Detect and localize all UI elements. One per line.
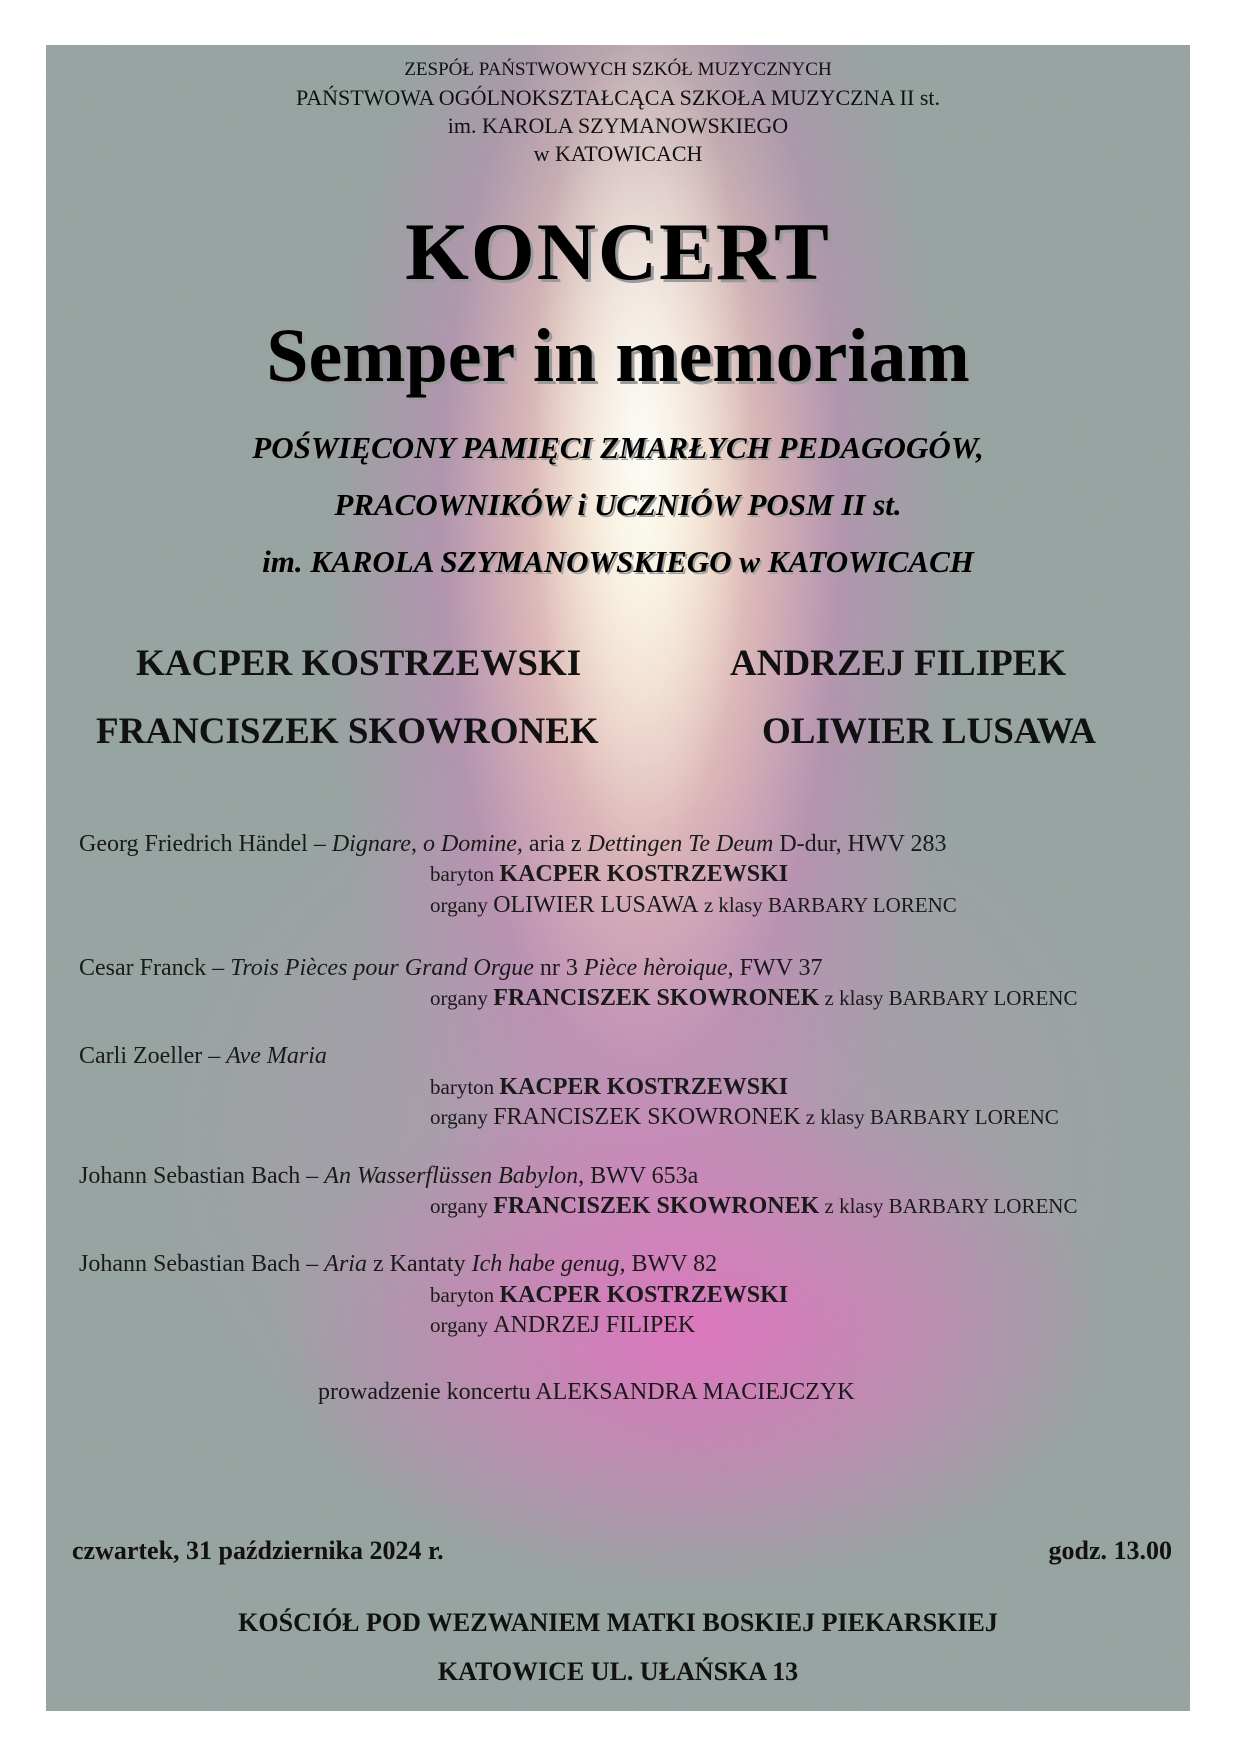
program-item-1-organ: organy OLIWIER LUSAWA z klasy BARBARY LORENC — [430, 892, 957, 918]
venue-address: KATOWICE UL. UŁAŃSKA 13 — [437, 1657, 799, 1686]
program-item-1-baritone: baryton KACPER KOSTRZEWSKI — [430, 861, 789, 887]
work-title: An Wasserflüssen Babylon — [324, 1163, 579, 1189]
program-item-4-title: Johann Sebastian Bach – An Wasserflüssen Babylon, BWV 653a — [79, 1163, 699, 1189]
host-name: ALEKSANDRA MACIEJCZYK — [535, 1379, 855, 1405]
dedication-line-3: im. KAROLA SZYMANOWSKIEGO w KATOWICACH — [262, 544, 974, 579]
program-item-1-title: Georg Friedrich Händel – Dignare, o Domine, aria z Dettingen Te Deum D-dur, HWV 283 — [79, 831, 947, 857]
performer-ref: KACPER KOSTRZEWSKI — [499, 861, 789, 887]
performer-ref: OLIWIER LUSAWA — [493, 892, 699, 918]
work-title: Aria — [324, 1251, 367, 1277]
school-patron: im. KAROLA SZYMANOWSKIEGO — [447, 113, 789, 138]
dedication-line-1: POŚWIĘCONY PAMIĘCI ZMARŁYCH PEDAGOGÓW, — [252, 430, 984, 465]
program-item-5-baritone: baryton KACPER KOSTRZEWSKI — [430, 1282, 789, 1308]
concert-venue: KOŚCIÓŁ POD WEZWANIEM MATKI BOSKIEJ PIEKARSKIEJ — [238, 1608, 998, 1637]
performer-ref: KACPER KOSTRZEWSKI — [499, 1074, 789, 1100]
program-item-5-title: Johann Sebastian Bach – Aria z Kantaty Ich habe genug, BWV 82 — [79, 1251, 718, 1277]
school-city: w KATOWICACH — [533, 141, 703, 166]
composer-name: Johann Sebastian Bach — [79, 1251, 301, 1277]
concert-subtitle: Semper in memoriam — [266, 314, 970, 398]
program-item-5-organ: organy ANDRZEJ FILIPEK — [430, 1312, 696, 1338]
composer-name: Georg Friedrich Händel — [79, 831, 308, 857]
dedication-line-2: PRACOWNIKÓW i UCZNIÓW POSM II st. — [334, 487, 902, 522]
performer-ref: KACPER KOSTRZEWSKI — [499, 1282, 789, 1308]
program-item-2-organ: organy FRANCISZEK SKOWRONEK z klasy BARBARY LORENC — [430, 985, 1078, 1011]
school-name: PAŃSTWOWA OGÓLNOKSZTAŁCĄCA SZKOŁA MUZYCZNA II st. — [295, 85, 940, 110]
performer-ref: FRANCISZEK SKOWRONEK — [493, 985, 820, 1011]
performer-ref: ANDRZEJ FILIPEK — [493, 1312, 696, 1338]
program-item-3-title: Carli Zoeller – Ave Maria — [79, 1043, 327, 1069]
school-complex-name: ZESPÓŁ PAŃSTWOWYCH SZKÓŁ MUZYCZNYCH — [404, 59, 832, 80]
concert-host: prowadzenie koncertu ALEKSANDRA MACIEJCZYK — [318, 1379, 855, 1405]
composer-name: Carli Zoeller — [79, 1043, 203, 1069]
program-item-3-organ: organy FRANCISZEK SKOWRONEK z klasy BARBARY LORENC — [430, 1104, 1059, 1130]
program-item-2-title: Cesar Franck – Trois Pièces pour Grand Orgue nr 3 Pièce hèroique, FWV 37 — [79, 955, 823, 981]
performer-name: FRANCISZEK SKOWRONEK — [96, 711, 599, 752]
concert-title: KONCERT — [405, 206, 831, 297]
program-item-3-baritone: baryton KACPER KOSTRZEWSKI — [430, 1074, 789, 1100]
performer-ref: FRANCISZEK SKOWRONEK — [493, 1193, 820, 1219]
program-item-4-organ: organy FRANCISZEK SKOWRONEK z klasy BARBARY LORENC — [430, 1193, 1078, 1219]
poster — [46, 45, 1190, 1711]
performer-name: OLIWIER LUSAWA — [762, 711, 1097, 752]
composer-name: Cesar Franck — [79, 955, 207, 981]
concert-time: godz. 13.00 — [1048, 1536, 1172, 1565]
concert-date: czwartek, 31 października 2024 r. — [72, 1536, 444, 1565]
work-title: Trois Pièces pour Grand Orgue — [230, 955, 534, 981]
performer-ref: FRANCISZEK SKOWRONEK — [493, 1104, 801, 1130]
performer-name: ANDRZEJ FILIPEK — [730, 643, 1067, 684]
work-title: Dignare — [331, 831, 411, 857]
work-title: Ave Maria — [226, 1043, 327, 1069]
composer-name: Johann Sebastian Bach — [79, 1163, 301, 1189]
performer-name: KACPER KOSTRZEWSKI — [136, 643, 582, 684]
